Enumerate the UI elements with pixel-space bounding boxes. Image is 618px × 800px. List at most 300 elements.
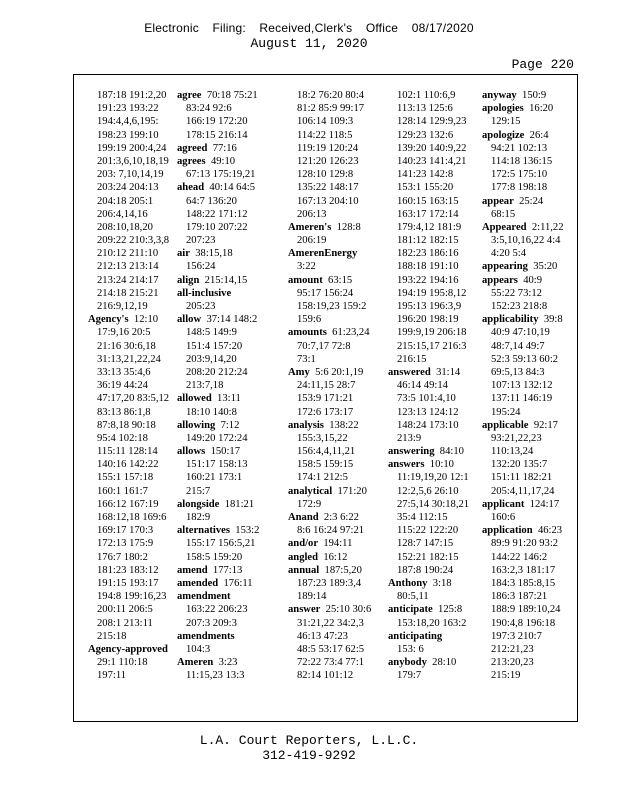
index-reference-line: 40:9 47:10,19 [491,327,550,339]
index-reference-line: 197:3 210:7 [491,630,542,642]
index-reference-line: 3:22 [297,261,316,273]
index-entry [288,511,385,524]
index-reference-line: 178:15 216:14 [186,129,248,141]
index-entry [388,577,485,590]
index-reference-line: 160:6 [491,512,516,523]
index-entry [288,537,385,550]
index-reference-line: 213:7,18 [186,380,224,392]
index-entry [288,485,385,498]
index-reference-line: 207:3 209:3 [186,617,237,629]
filing-header [0,21,618,35]
index-headword: amounts [288,327,327,339]
index-references: 150:17 [210,446,240,458]
index-reference-line: 198:23 199:10 [97,129,159,141]
index-reference-line: 106:14 109:3 [297,116,354,128]
index-reference-line: 160:21 173:1 [186,472,243,484]
index-column-5 [482,89,579,682]
index-entry [88,643,185,656]
index-reference-line: 123:13 124:12 [397,406,459,418]
index-references: 153:2 [235,525,260,537]
index-headword: answer [288,604,321,616]
index-headword: apologies [482,103,524,115]
index-reference-line: 191:23 193:22 [97,103,159,115]
index-reference-line: 190:4,8 196:18 [491,617,556,629]
index-reference-line: 206:19 [297,235,327,247]
index-reference-line: 8:6 16:24 97:21 [297,525,365,537]
index-reference-line: 48:7,14 49:7 [491,340,545,352]
index-reference-line: 158:19,23 159:2 [297,301,367,312]
index-reference-line: 68:15 [491,208,516,220]
index-headword: Agency-approved [88,643,168,655]
hearing-date: August 11, 2020 [250,36,368,51]
index-references: 124:17 [529,498,560,510]
index-reference-line: 194:4,4,6,195: [97,116,159,128]
index-headword: agreed [177,142,208,154]
index-entry [177,142,274,155]
index-entry [177,155,274,168]
index-references: 35:20 [533,261,558,273]
index-reference-line: 155:3,15,22 [297,432,348,444]
index-headword: Agency's [88,314,129,326]
index-references: 25:10 30:6 [325,604,372,616]
index-reference-line: 203:9,14,20 [186,353,237,365]
index-headword: answered [388,366,431,378]
index-headword: align [177,274,200,286]
index-reference-line: 184:3 185:8,15 [491,577,556,589]
index-reference-line: 73:1 [297,353,316,365]
index-reference-line: 158:5 159:20 [186,551,243,563]
index-reference-line: 212:13 213:14 [97,261,159,273]
index-reference-line: 176:7 180:2 [97,551,148,563]
index-reference-line: 210:12 211:10 [97,248,159,260]
index-reference-line: 114:22 118:5 [297,129,353,141]
index-reference-line: 29:1 110:18 [97,657,148,669]
index-reference-line: 48:5 53:17 62:5 [297,643,365,655]
index-entry [177,89,274,102]
index-reference-line: 27:5,14 30:18,21 [397,498,470,510]
index-reference-line: 140:16 142:22 [97,459,159,471]
index-entry [288,221,385,234]
index-reference-line: 216:9,12,19 [97,301,148,312]
index-headword: angled [288,551,319,563]
index-reference-line: 148:5 149:9 [186,327,237,339]
header-office: Office [365,21,399,35]
index-reference-line: 102:1 110:6,9 [397,90,456,101]
index-reference-line: 156:4,4,11,21 [297,446,356,458]
index-headword: amendments [177,630,235,642]
index-column-3 [288,89,385,682]
index-reference-line: 213:9 [397,432,422,444]
index-reference-line: 33:13 35:4,6 [97,366,151,378]
index-reference-line: 189:14 [297,591,327,603]
index-reference-line: 182:9 [186,512,211,523]
index-entry [482,195,579,208]
index-reference-line: 208:20 212:24 [186,366,248,378]
index-reference-line: 24:11,15 28:7 [297,380,356,392]
index-reference-line: 153:18,20 163:2 [397,617,467,629]
index-references: 171:20 [337,485,367,497]
index-reference-line: 110:13,24 [491,446,534,458]
index-entry [482,274,579,287]
index-column-4 [388,89,485,682]
index-reference-line: 168:12,18 169:6 [97,512,167,523]
index-reference-line: 181:12 182:15 [397,235,459,247]
index-reference-line: 21:16 30:6,18 [97,340,156,352]
index-references: 38:15,18 [195,248,233,260]
index-headword: applicable [482,419,529,431]
index-entry [177,445,274,458]
index-reference-line: 216:15 [397,353,427,365]
index-headword: Ameren's [288,221,332,233]
index-headword: amount [288,274,323,286]
index-references: 177:13 [212,564,243,576]
index-reference-line: 179:4,12 181:9 [397,221,462,233]
index-entry [177,247,274,260]
index-headword: allowing [177,419,216,431]
index-reference-line: 114:18 136:15 [491,155,553,167]
index-entry [288,274,385,287]
index-headword: appears [482,274,518,286]
index-entry [388,656,485,669]
index-reference-line: 128:10 129:8 [297,169,354,181]
index-references: 92:17 [533,419,558,431]
index-reference-line: 155:1 157:18 [97,472,154,484]
index-references: 194:11 [323,538,353,550]
index-references: 2:3 6:22 [323,512,359,523]
index-references: 40:14 64:5 [209,182,256,194]
index-reference-line: 200:11 206:5 [97,604,153,616]
index-reference-line: 163:17 172:14 [397,208,459,220]
index-references: 39:8 [543,314,563,326]
index-headword: allowed [177,393,212,405]
index-reference-line: 140:23 141:4,21 [397,155,467,167]
index-headword: Appeared [482,221,527,233]
index-reference-line: 151:4 157:20 [186,340,243,352]
index-reference-line: 205:23 [186,301,216,312]
index-reference-line: 148:24 173:10 [397,419,459,431]
index-reference-line: 69:5,13 84:3 [491,366,545,378]
index-reference-line: 3:5,10,16,22 4:4 [491,235,561,247]
index-reference-line: 155:17 156:5,21 [186,538,256,550]
index-reference-line: 201:3,6,10,18,19 [97,155,169,167]
index-references: 10:10 [429,459,454,471]
header-date: 08/17/2020 [411,21,474,35]
index-reference-line: 129:23 132:6 [397,129,454,141]
index-reference-line: 87:8,18 90:18 [97,419,156,431]
index-references: 49:10 [210,155,236,167]
index-reference-line: 128:14 129:9,23 [397,116,467,128]
index-references: 125:8 [438,604,463,616]
page-number: Page 220 [511,57,574,72]
index-entry [177,630,274,643]
index-entry [288,247,385,260]
index-references: 181:21 [224,498,255,510]
index-entry [177,524,274,537]
index-reference-line: 95:17 156:24 [297,287,354,299]
index-reference-line: 186:3 187:21 [491,591,548,603]
index-references: 2:11,22 [531,221,564,233]
index-reference-line: 36:19 44:24 [97,380,148,392]
index-headword: answering [388,446,435,458]
index-reference-line: 31:21,22 34:2,3 [297,617,364,629]
index-entry [288,326,385,339]
index-reference-line: 52:3 59:13 60:2 [491,353,559,365]
index-headword: applicability [482,314,539,326]
footer-company: L.A. Court Reporters, L.L.C. [199,733,419,748]
index-reference-line: 129:15 [491,116,521,128]
index-headword: apologize [482,129,525,141]
index-reference-line: 172:5 175:10 [491,169,548,181]
index-entry [88,313,185,326]
index-references: 31:14 [436,366,461,378]
index-reference-line: 46:14 49:14 [397,380,448,392]
index-entry [177,498,274,511]
index-reference-line: 121:20 126:23 [297,155,359,167]
index-entry [177,577,274,590]
index-headword: answers [388,459,425,471]
index-headword: Anand [288,512,319,523]
index-reference-line: 70:7,17 72:8 [297,340,351,352]
index-reference-line: 31:13,21,22,24 [97,353,161,365]
index-reference-line: 208:1 213:11 [97,617,153,629]
index-reference-line: 152:21 182:15 [397,551,459,563]
index-reference-line: 172:9 [297,498,322,510]
index-reference-line: 166:19 172:20 [186,116,248,128]
index-references: 46:23 [537,525,563,537]
index-references: 187:5,20 [324,564,362,576]
index-reference-line: 181:23 183:12 [97,564,159,576]
index-entry [482,129,579,142]
index-reference-line: 11:19,19,20 12:1 [397,472,469,484]
index-entry [177,287,274,300]
index-reference-line: 167:13 204:10 [297,195,359,207]
index-reference-line: 72:22 73:4 77:1 [297,657,365,669]
index-headword: annual [288,564,320,576]
index-references: 28:10 [432,657,457,669]
index-reference-line: 213:24 214:17 [97,274,159,286]
index-references: 12:10 [133,314,159,326]
index-reference-line: 214:18 215:21 [97,287,159,299]
index-reference-line: 188:9 189:10,24 [491,604,561,616]
index-reference-line: 115:22 122:20 [397,525,459,537]
index-reference-line: 18:10 140:8 [186,406,237,418]
index-headword: anybody [388,657,427,669]
index-references: 3:18 [432,577,452,589]
index-references: 37:14 148:2 [206,314,258,326]
index-reference-line: 212:21,23 [491,643,534,655]
index-reference-line: 179:7 [397,670,422,682]
index-references: 25:24 [519,195,544,207]
index-reference-line: 208:10,18,20 [97,221,153,233]
index-reference-line: 172:13 175:9 [97,538,154,550]
index-reference-line: 163:22 206:23 [186,604,248,616]
index-headword: alongside [177,498,220,510]
index-reference-line: 144:22 146:2 [491,551,548,563]
index-references: 61:23,24 [332,327,370,339]
index-entry [482,89,579,102]
index-references: 16:12 [323,551,348,563]
index-box [73,74,578,722]
index-headword: Amy [288,366,310,378]
index-references: 84:10 [439,446,464,458]
index-reference-line: 4:20 5:4 [491,248,527,260]
index-reference-line: 199:9,19 206:18 [397,327,467,339]
index-headword: amended [177,577,219,589]
header-received: Received,Clerk's [259,21,353,35]
index-headword: agrees [177,155,206,167]
index-entry [482,260,579,273]
index-reference-line: 11:15,23 13:3 [186,670,245,682]
index-reference-line: 206:13 [297,208,327,220]
index-reference-line: 194:8 199:16,23 [97,591,167,603]
index-headword: AmerenEnergy [288,248,358,260]
index-entry [177,656,274,669]
index-reference-line: 113:13 125:6 [397,103,453,115]
index-reference-line: 94:21 102:13 [491,142,548,154]
index-reference-line: 156:24 [186,261,216,273]
index-reference-line: 209:22 210:3,3,8 [97,235,170,247]
index-reference-line: 160:1 161:7 [97,485,148,497]
index-reference-line: 193:22 194:16 [397,274,459,286]
index-entry [177,590,274,603]
index-reference-line: 187:23 189:3,4 [297,577,362,589]
index-headword: allow [177,314,202,326]
index-reference-line: 135:22 148:17 [297,182,359,194]
index-entry [388,603,485,616]
index-reference-line: 107:13 132:12 [491,380,553,392]
index-reference-line: 128:7 147:15 [397,538,454,550]
index-reference-line: 182:23 186:16 [397,248,459,260]
index-headword: appearing [482,261,528,273]
index-headword: ahead [177,182,205,194]
index-reference-line: 195:13 196:3,9 [397,301,462,312]
index-references: 77:16 [212,142,237,154]
index-headword: application [482,525,533,537]
index-reference-line: 83:13 86:1,8 [97,406,151,418]
header-filing: Filing: [212,21,246,35]
index-entry [482,524,579,537]
index-references: 5:6 20:1,19 [315,366,364,378]
index-entry [482,419,579,432]
index-reference-line: 151:11 182:21 [491,472,553,484]
index-headword: anyway [482,90,517,101]
index-reference-line: 187:8 190:24 [397,564,454,576]
index-reference-line: 160:15 163:15 [397,195,459,207]
index-entry [177,419,274,432]
index-entry [177,181,274,194]
index-reference-line: 196:20 198:19 [397,314,459,326]
index-references: 40:9 [523,274,543,286]
index-headword: allows [177,446,206,458]
index-reference-line: 203:24 204:13 [97,182,159,194]
index-reference-line: 89:9 91:20 93:2 [491,538,559,550]
index-headword: anticipating [388,630,443,642]
index-reference-line: 12:2,5,6 26:10 [397,485,459,497]
index-reference-line: 80:5,11 [397,591,429,603]
index-references: 138:22 [329,419,359,431]
index-reference-line: 163:2,3 181:17 [491,564,556,576]
index-entry [288,419,385,432]
index-references: 70:18 75:21 [206,90,258,101]
index-reference-line: 207:23 [186,235,216,247]
index-entry [288,603,385,616]
index-reference-line: 204:18 205:1 [97,195,154,207]
header-electronic: Electronic [144,21,199,35]
index-entry [482,221,579,234]
index-reference-line: 67:13 175:19,21 [186,169,256,181]
index-entry [177,313,274,326]
index-reference-line: 153: 6 [397,643,424,655]
index-reference-line: 83:24 92:6 [186,103,232,115]
index-entry [482,102,579,115]
index-references: 26:4 [529,129,549,141]
index-reference-line: 35:4 112:15 [397,512,448,523]
index-reference-line: 205:4,11,17,24 [491,485,555,497]
index-reference-line: 153:9 171:21 [297,393,354,405]
index-reference-line: 81:2 85:9 99:17 [297,103,365,115]
index-references: 128:8 [336,221,361,233]
index-reference-line: 172:6 173:17 [297,406,354,418]
index-headword: air [177,248,190,260]
index-headword: Anthony [388,577,428,589]
index-column-1 [88,89,185,682]
index-headword: all-inclusive [177,287,232,299]
index-references: 13:11 [217,393,241,405]
index-reference-line: 215:19 [491,670,521,682]
index-entry [482,313,579,326]
index-reference-line: 132:20 135:7 [491,459,548,471]
index-reference-line: 18:2 76:20 80:4 [297,90,365,101]
index-reference-line: 203: 7,10,14,19 [97,169,164,181]
index-reference-line: 187:18 191:2,20 [97,90,167,101]
index-reference-line: 151:17 158:13 [186,459,248,471]
index-reference-line: 64:7 136:20 [186,195,237,207]
index-entry [388,445,485,458]
index-reference-line: 169:17 170:3 [97,525,154,537]
index-reference-line: 158:5 159:15 [297,459,354,471]
index-reference-line: 141:23 142:8 [397,169,454,181]
index-reference-line: 82:14 101:12 [297,670,354,682]
index-reference-line: 188:18 191:10 [397,261,459,273]
index-reference-line: 195:24 [491,406,521,418]
index-reference-line: 93:21,22,23 [491,432,542,444]
index-headword: amend [177,564,208,576]
index-reference-line: 115:11 128:14 [97,446,158,458]
index-reference-line: 119:19 120:24 [297,142,359,154]
footer-phone: 312-419-9292 [262,748,356,763]
index-reference-line: 153:1 155:20 [397,182,454,194]
index-entry [288,366,385,379]
index-reference-line: 95:4 102:18 [97,432,148,444]
index-reference-line: 148:22 171:12 [186,208,248,220]
index-headword: applicant [482,498,525,510]
index-reference-line: 199:19 200:4,24 [97,142,167,154]
index-entry [388,366,485,379]
index-headword: amendment [177,591,231,603]
index-reference-line: 215:18 [97,630,127,642]
index-headword: agree [177,90,202,101]
index-reference-line: 17:9,16 20:5 [97,327,151,339]
index-reference-line: 206:4,14,16 [97,208,148,220]
index-entry [288,551,385,564]
index-reference-line: 149:20 172:24 [186,432,248,444]
index-reference-line: 197:11 [97,670,127,682]
index-reference-line: 159:6 [297,314,322,326]
index-reference-line: 194:19 195:8,12 [397,287,467,299]
index-headword: analysis [288,419,324,431]
index-reference-line: 215:7 [186,485,211,497]
index-headword: anticipate [388,604,433,616]
